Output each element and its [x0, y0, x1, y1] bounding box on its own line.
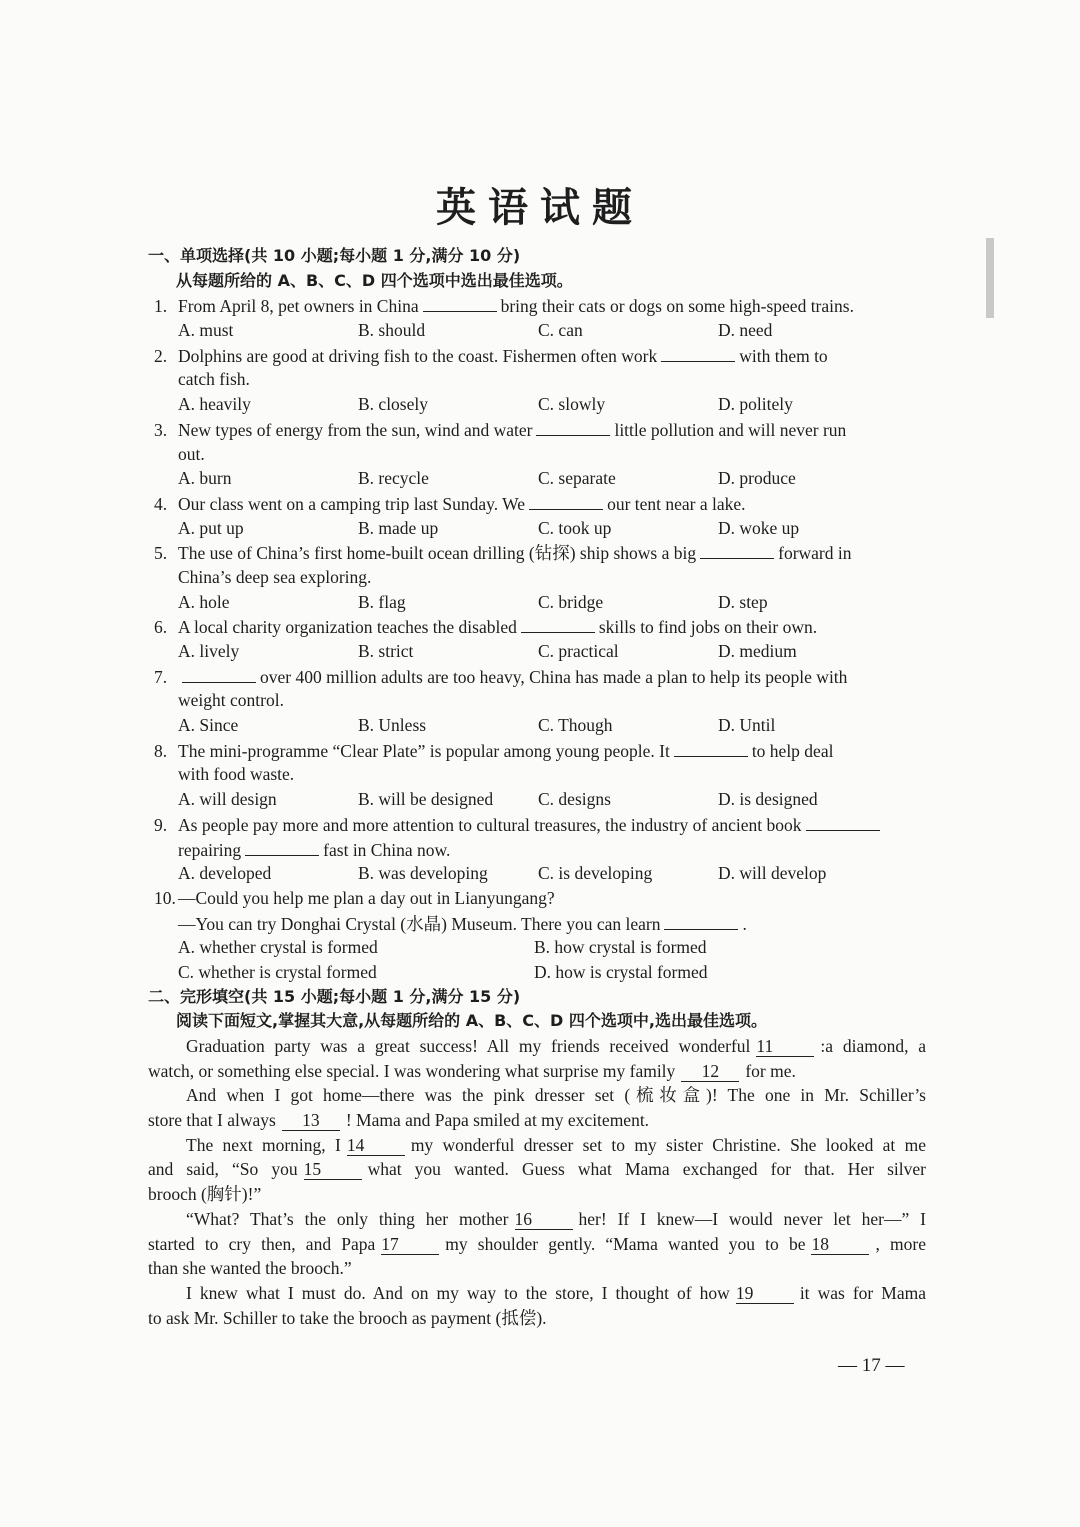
option-c: C. Though [538, 715, 613, 736]
options-row [148, 960, 926, 985]
option-d: D. step [718, 591, 768, 612]
question-text: bring their cats or dogs on some high-speed trains. [500, 296, 854, 317]
question-number: 7. [154, 666, 168, 687]
option-b: B. should [358, 320, 426, 341]
cloze-blank-14: 14 [347, 1135, 405, 1156]
question-number: 1. [154, 296, 168, 317]
answer-blank [529, 491, 603, 510]
cloze-blank-15: 15 [304, 1159, 362, 1180]
question-text: weight control. [178, 690, 284, 711]
option-a: A. will design [178, 789, 277, 810]
section-heading-single-choice: 一、单项选择(共 10 小题;每小题 1 分,满分 10 分) [148, 246, 521, 265]
passage-line [148, 1207, 926, 1232]
passage-text: I knew what I must do. And on my way to the store, I thought of how [186, 1282, 730, 1303]
passage-text: for me. [745, 1060, 796, 1081]
option-a: A. Since [178, 715, 239, 736]
question-line [148, 367, 926, 392]
option-c: C. is developing [538, 863, 653, 884]
question-line [148, 442, 926, 467]
option-a: A. put up [178, 517, 244, 538]
question-text: to help deal [751, 740, 834, 761]
option-b: B. closely [358, 394, 428, 415]
options-row [148, 713, 926, 738]
options-row [148, 516, 926, 541]
question-text: China’s deep sea exploring. [178, 566, 372, 587]
passage-line [148, 1157, 926, 1182]
option-b: B. how crystal is formed [534, 937, 707, 958]
option-d: D. need [718, 320, 773, 341]
question-number: 6. [154, 617, 168, 638]
question-number: 8. [154, 740, 168, 761]
question-line [148, 837, 926, 862]
option-d: D. will develop [718, 863, 827, 884]
options-row [148, 318, 926, 343]
passage-text: my shoulder gently. “Mama wanted you to be [445, 1233, 806, 1254]
option-d: D. medium [718, 641, 797, 661]
question-line [148, 540, 926, 565]
passage-text: started to cry then, and Papa [148, 1233, 376, 1254]
question-line [148, 886, 926, 911]
question-text: with food waste. [178, 764, 295, 785]
options-row [148, 935, 926, 960]
cloze-blank-17: 17 [381, 1234, 439, 1255]
cloze-blank-13: 13 [282, 1110, 340, 1131]
answer-blank [536, 417, 610, 436]
question-text: Dolphins are good at driving fish to the coast. Fishermen often work [178, 345, 658, 366]
question-text: The mini-programme “Clear Plate” is popular among young people. It [178, 740, 670, 761]
question-text: forward in [778, 543, 852, 564]
question-line [148, 614, 926, 639]
question-number: 10. [154, 887, 176, 908]
passage-line [148, 1182, 926, 1207]
option-a: A. whether crystal is formed [178, 937, 378, 958]
section-instruction: 阅读下面短文,掌握其大意,从每题所给的 A、B、C、D 四个选项中,选出最佳选项。 [176, 1011, 767, 1031]
option-a: A. must [178, 320, 234, 341]
passage-text: my wonderful dresser set to my sister Christine. She looked at me [410, 1134, 926, 1155]
option-b: B. Unless [358, 715, 427, 736]
passage-text: and said, “So you [148, 1159, 298, 1180]
question-text: —Could you help me plan a day out in Lianyungang? [178, 887, 555, 908]
cloze-blank-12: 12 [681, 1061, 739, 1082]
option-b: B. will be designed [358, 789, 494, 810]
question-text: catch fish. [178, 369, 250, 390]
question-text: fast in China now. [323, 839, 451, 860]
question-line [148, 688, 926, 713]
question-text: little pollution and will never run [614, 419, 847, 440]
passage-line [148, 1034, 926, 1059]
answer-blank [674, 738, 748, 757]
option-b: B. was developing [358, 863, 488, 884]
answer-blank [664, 911, 738, 930]
passage-text: And when I got home—there was the pink dresser set (梳妆盒)! The one in Mr. Schiller’s [186, 1085, 926, 1106]
question-number: 5. [154, 543, 168, 564]
cloze-blank-11: 11 [756, 1036, 814, 1057]
options-row [148, 861, 926, 886]
question-number: 9. [154, 814, 168, 835]
passage-text: The next morning, I [186, 1134, 341, 1155]
option-c: C. can [538, 320, 583, 341]
options-row [148, 787, 926, 812]
option-c: C. designs [538, 789, 611, 810]
question-line [148, 911, 926, 936]
question-text: with them to [739, 345, 828, 366]
passage-text: her! If I knew—I would never let her—” I [578, 1208, 926, 1229]
passage-text: :a diamond, a [820, 1036, 926, 1056]
option-d: D. woke up [718, 517, 800, 538]
option-a: A. heavily [178, 394, 251, 415]
cloze-blank-18: 18 [811, 1234, 869, 1255]
exam-content [148, 244, 926, 1330]
option-b: B. flag [358, 591, 406, 612]
option-c: C. slowly [538, 394, 606, 415]
passage-line [148, 1133, 926, 1158]
passage-line [148, 1256, 926, 1281]
question-text: From April 8, pet owners in China [178, 296, 419, 317]
passage-line [148, 1306, 926, 1331]
passage-text: , more [875, 1233, 926, 1254]
option-c: C. took up [538, 517, 612, 538]
option-a: A. hole [178, 591, 230, 612]
passage-text: to ask Mr. Schiller to take the brooch as payment (抵偿). [148, 1307, 547, 1328]
options-row [148, 392, 926, 417]
section-heading-cloze: 二、完形填空(共 15 小题;每小题 1 分,满分 15 分) [148, 986, 521, 1006]
page-number: — 17 — [838, 1355, 905, 1376]
option-b: B. recycle [358, 468, 429, 489]
answer-blank [806, 812, 880, 831]
option-a: A. developed [178, 863, 272, 884]
options-row [148, 639, 926, 664]
option-b: B. strict [358, 641, 414, 661]
option-c: C. practical [538, 641, 619, 661]
question-line [148, 738, 926, 763]
passage-text: what you wanted. Guess what Mama exchanged for that. Her silver [367, 1159, 926, 1180]
question-text: A local charity organization teaches the disabled [178, 617, 517, 638]
scan-edge-mark [986, 238, 994, 318]
option-c: C. bridge [538, 591, 604, 612]
question-text: As people pay more and more attention to cultural treasures, the industry of ancient book [178, 814, 802, 835]
question-line [148, 417, 926, 442]
passage-text: it was for Mama [799, 1282, 926, 1303]
passage-text: Graduation party was a great success! All my friends received wonderful [186, 1036, 751, 1056]
question-number: 4. [154, 493, 168, 514]
cloze-blank-19: 19 [736, 1283, 794, 1304]
question-number: 2. [154, 345, 168, 366]
passage-line [148, 1281, 926, 1306]
option-d: D. politely [718, 394, 793, 415]
option-d: D. how is crystal formed [534, 961, 708, 982]
passage-text: ! Mama and Papa smiled at my excitement. [345, 1110, 650, 1131]
question-text: New types of energy from the sun, wind and water [178, 419, 533, 440]
question-line [148, 762, 926, 787]
question-text: The use of China’s first home-built ocean drilling (钻探) ship shows a big [178, 543, 697, 564]
option-c: C. whether is crystal formed [178, 961, 377, 982]
passage-line [148, 1083, 926, 1108]
option-c: C. separate [538, 468, 616, 489]
question-line [148, 343, 926, 368]
passage-text: than she wanted the brooch.” [148, 1258, 352, 1279]
question-line [148, 293, 926, 318]
question-number: 3. [154, 419, 168, 440]
question-text: our tent near a lake. [607, 493, 746, 514]
page-title: 英语试题 [436, 185, 644, 231]
answer-blank [182, 664, 256, 683]
passage-text: store that I always [148, 1110, 276, 1131]
question-text: —You can try Donghai Crystal (水晶) Museum. There you can learn [178, 913, 661, 934]
question-line [148, 565, 926, 590]
option-d: D. Until [718, 715, 776, 736]
answer-blank [423, 293, 497, 312]
cloze-blank-16: 16 [515, 1209, 573, 1230]
passage-text: brooch (胸针)!” [148, 1184, 262, 1205]
answer-blank [661, 343, 735, 362]
question-line [148, 491, 926, 516]
question-text: skills to find jobs on their own. [598, 617, 818, 638]
question-text: out. [178, 443, 205, 464]
passage-line [148, 1059, 926, 1084]
question-text: . [742, 913, 747, 934]
option-d: D. is designed [718, 789, 818, 810]
question-text: Our class went on a camping trip last Sunday. We [178, 493, 526, 514]
option-b: B. made up [358, 517, 439, 538]
options-row [148, 466, 926, 491]
section-instruction: 从每题所给的 A、B、C、D 四个选项中选出最佳选项。 [176, 270, 573, 290]
answer-blank [245, 837, 319, 856]
options-row [148, 590, 926, 615]
passage-line [148, 1232, 926, 1257]
answer-blank [521, 614, 595, 633]
answer-blank [700, 540, 774, 559]
passage-text: “What? That’s the only thing her mother [186, 1208, 509, 1229]
option-a: A. lively [178, 641, 240, 661]
question-line [148, 812, 926, 837]
passage-line [148, 1108, 926, 1133]
question-text: over 400 million adults are too heavy, China has made a plan to help its people with [260, 666, 848, 687]
question-text: repairing [178, 839, 242, 860]
question-line [148, 664, 926, 689]
passage-text: watch, or something else special. I was wondering what surprise my family [148, 1060, 676, 1081]
option-a: A. burn [178, 468, 232, 489]
option-d: D. produce [718, 468, 796, 489]
